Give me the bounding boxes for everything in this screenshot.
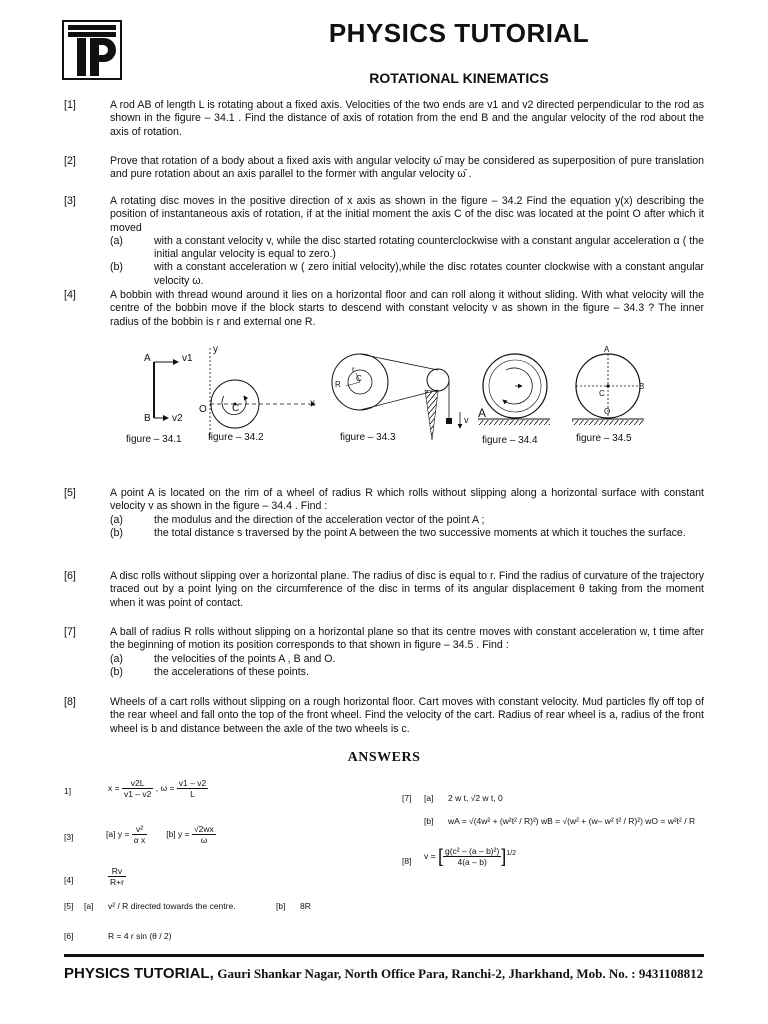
label-r: r [352,365,355,374]
question-number: [6] [64,570,76,582]
question-number: [8] [64,696,76,708]
label-B: B [144,413,151,424]
footer-rule [64,954,704,957]
question-1 [64,99,704,139]
figure-caption: figure – 34.3 [340,432,396,443]
answer-number: [8] [402,856,412,866]
figure-caption: figure – 34.1 [126,434,182,445]
question-part: (a) the modulus and the direction of the acceleration vector of the point A ; [110,513,485,526]
question-2 [64,155,704,182]
logo [62,20,122,80]
question-number: [4] [64,289,76,301]
answer-number: 1] [64,786,72,796]
page-subtitle: ROTATIONAL KINEMATICS [369,70,549,86]
question-6 [64,570,704,610]
answer-7b-label: [b] [424,816,434,826]
figure-caption: figure – 34.5 [576,433,632,444]
figure-34-2-disc [210,348,315,440]
question-text: Wheels of a cart rolls without slipping on a rough horizontal floor. Cart moves with constant velocity. Mud particles fly off top of the rear wheel and fall onto the top of the front wheel. Find the velocity of the cart. Radius of rear wheel is a, radius of the front wheel is b and distance between the axle of the two wheels is c. [110,696,704,735]
label-A-ball: A [604,345,610,354]
figure-caption: figure – 34.4 [482,435,538,446]
question-number: [7] [64,626,76,638]
answer-7a-label: [a] [424,793,434,803]
question-part: (a) the velocities of the points A , B and O. [110,652,336,665]
label-y: y [213,344,218,355]
question-text: A point A is located on the rim of a wheel of radius R which rolls without slipping along a horizontal surface with constant velocity v as shown in the figure – 34.4 . Find : [110,487,704,513]
question-part: (a) with a constant velocity v, while the disc started rotating counterclockwise with a constant angular acceleration α ( the initial angular velocity is equal to zero.) [110,234,704,261]
label-C-ball: C [599,389,605,398]
question-text: A bobbin with thread wound around it lies on a horizontal floor and can roll along it without sliding. With what velocity will the centre of the bobbin move if the block starts to descend with constant velocity v as shown in the figure – 34.3 ? The inner radius of the bobbin is r and external one R. [110,289,704,328]
answer-number: [6] [64,931,74,941]
figure-34-4-wheel [478,354,550,425]
question-part: (b) with a constant acceleration w ( zero initial velocity),while the disc rotates counter clockwise with a constant angular velocity ω. [110,261,704,287]
label-R: R [335,380,341,389]
label-O: O [199,404,207,415]
question-7 [64,626,704,679]
footer-brand: PHYSICS TUTORIAL, [64,965,214,982]
label-v1: v1 [182,353,193,364]
question-text: Prove that rotation of a body about a fixed axis with angular velocity ω̄ may be considered as superposition of pure translation and pure rotation about an axis parallel to the former with angular velocity ω̄ . [110,155,704,181]
figures-row [120,340,680,460]
question-number: [3] [64,195,76,207]
question-number: [5] [64,487,76,499]
question-part: (b) the accelerations of these points. [110,665,309,678]
question-number: [2] [64,155,76,167]
answer-number: [5] [64,901,74,911]
answer-1: x = $\frac{v2L}{v1 - v2}$ , ω = $\frac{v1 - v2}{L}$ [108,778,207,799]
answer-7a: 2 w t, √2 w t, 0 [448,793,503,803]
answer-5a: v² / R directed towards the centre. [108,901,236,911]
footer-address: Gauri Shankar Nagar, North Office Para, Ranchi-2, Jharkhand, Mob. No. : 9431108812 [217,966,704,981]
question-3 [64,195,704,288]
label-x: x [310,398,315,409]
question-8 [64,696,704,736]
label-C-bobbin: C [356,374,362,383]
answers-heading: ANSWERS [347,750,421,765]
answer-3: [a] y = $\frac{\text{v²}}{\text{α x}}$ [b] y = $\frac{√2wx}{\omega}$ [106,824,214,845]
question-part: (b) the total distance s traversed by the point A between the two successive moments at which it touches the surface. [110,526,686,539]
answer-6: R = 4 r sin (θ / 2) [108,931,172,941]
footer [64,965,714,982]
answer-number: [4] [64,875,74,885]
question-text: A rotating disc moves in the positive direction of x axis as shown in the figure – 34.2 Find the equation y(x) describing the position of instantaneous axis of rotation, if at the initial moment the axis C of the disc was located at the point O after which it moved [110,195,704,234]
answer-7b: wA = √(4w² + (w²t² / R)²) wB = √(w² + (w– w² t² / R)²) wO = w²t² / R [448,816,696,826]
answer-number: [7] [402,793,412,803]
label-A: A [144,353,151,364]
label-A-wheel: A [478,406,487,420]
label-O-ball: O [604,407,611,416]
answer-4: $\frac{Rv}{R+r}$ [110,866,124,887]
label-v: v [464,415,469,425]
answer-5a-label: [a] [84,901,94,911]
answer-number: [3] [64,832,74,842]
question-4 [64,289,704,329]
question-5 [64,487,704,540]
question-text: A ball of radius R rolls without slipping on a horizontal plane so that its centre moves with constant acceleration w, t time after the beginning of motion its position corresponds to that shown in figure – 34.5 . Find : [110,626,704,652]
question-text: A disc rolls without slipping over a horizontal plane. The radius of disc is equal to r. Find the radius of curvature of the trajectory traced out by a point lying on the circumference of the disc in terms of its angular displacement θ taking from the moment when it was point of contact. [110,570,704,609]
answer-5b-label: [b] [276,901,286,911]
figure-caption: figure – 34.2 [208,432,264,443]
figure-34-1-rod [154,362,178,418]
label-C: C [232,403,240,414]
label-v2: v2 [172,413,183,424]
page-title: PHYSICS TUTORIAL [328,18,590,48]
label-B-ball: B [639,382,645,391]
answer-5b: 8R [300,901,311,911]
question-text: A rod AB of length L is rotating about a fixed axis. Velocities of the two ends are v1 and v2 directed perpendicular to the rod as shown in the figure – 34.1 . Find the distance of axis of rotation from the end B and the angular velocity of the rod about the axis of rotation. [110,99,704,138]
question-number: [1] [64,99,76,111]
answer-8: v = [ $\frac{\text{g(c² – (a – b)²)}}{4(a - b)}$ ]$^{1/2}$ [424,846,517,867]
